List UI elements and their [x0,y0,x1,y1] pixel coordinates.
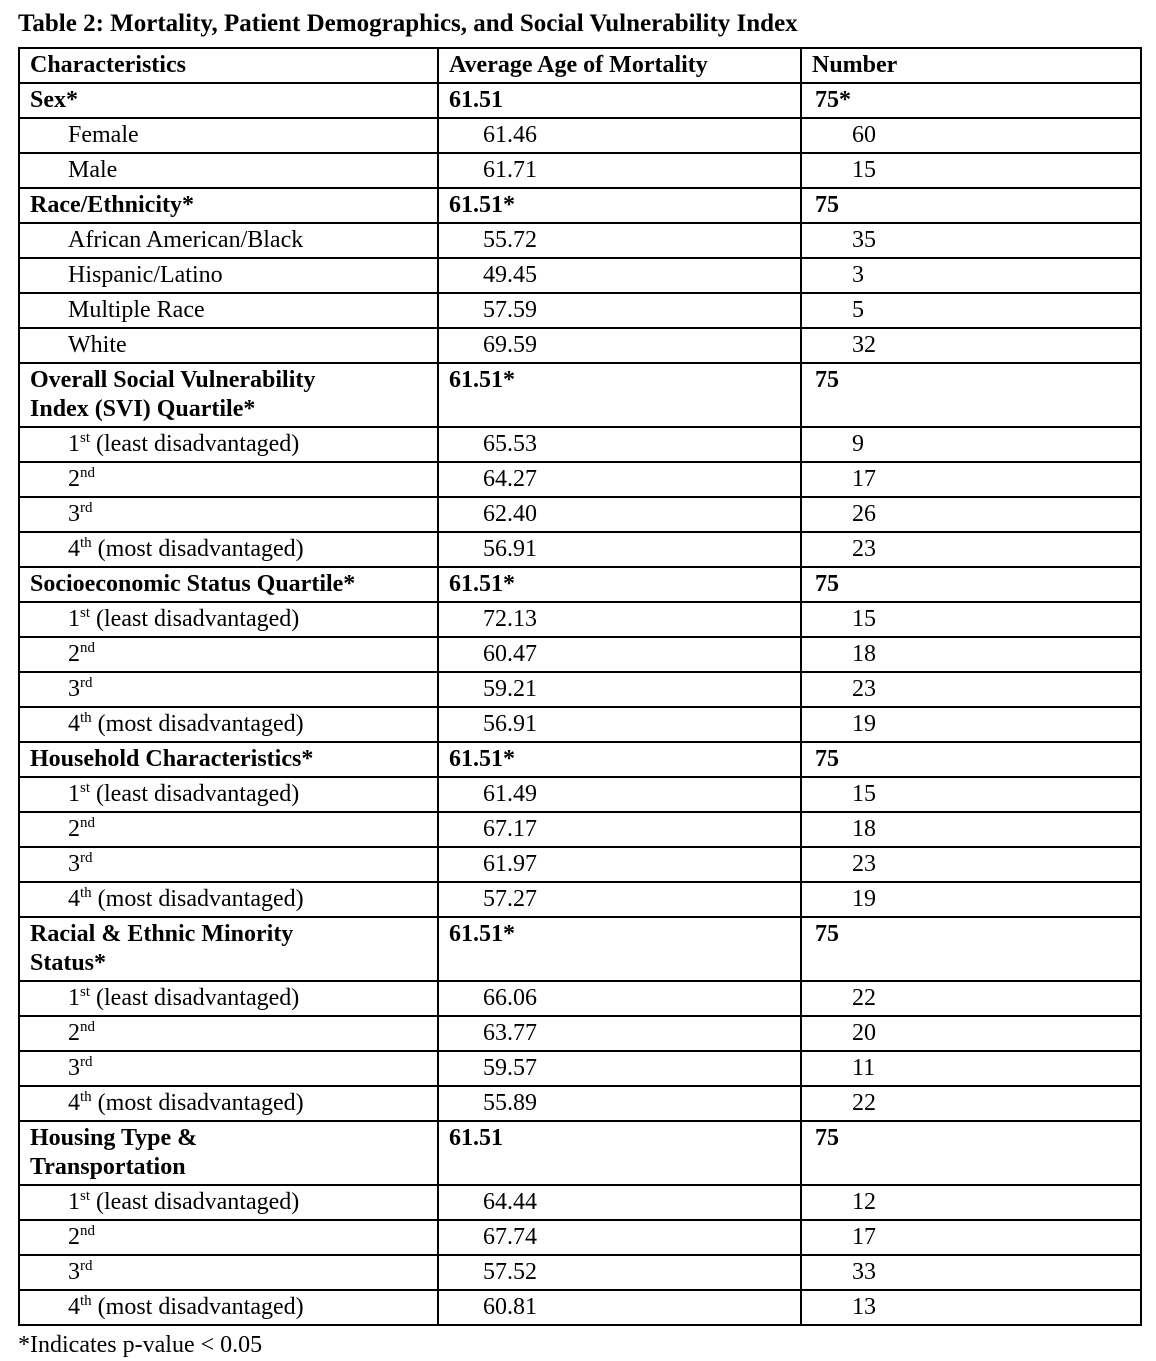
ordinal-suffix: st [80,430,91,446]
row-label: 4 [68,886,80,912]
ordinal-suffix: nd [80,640,95,656]
row-label-cell [19,981,438,1016]
ordinal-suffix: th [80,885,92,901]
table-row [19,258,1141,293]
section-number-cell: 75 [801,363,1141,427]
row-average-age-cell: 60.47 [438,637,801,672]
row-number-cell: 22 [801,1086,1141,1121]
row-label-cell [19,1255,438,1290]
row-label: 2 [68,816,80,842]
section-label-line: Socioeconomic Status Quartile* [30,571,356,597]
row-average-age-cell: 55.72 [438,223,801,258]
section-label-cell [19,83,438,118]
row-label: 4 [68,536,80,562]
row-number-cell: 13 [801,1290,1141,1325]
row-number-cell: 15 [801,602,1141,637]
section-label-line: Housing Type & [30,1125,198,1151]
table-row [19,981,1141,1016]
row-label: 4 [68,1090,80,1116]
table-row [19,427,1141,462]
row-average-age-cell: 56.91 [438,532,801,567]
ordinal-suffix: th [80,1089,92,1105]
row-average-age-cell: 62.40 [438,497,801,532]
row-label-cell [19,602,438,637]
table-row [19,497,1141,532]
row-label-cell [19,707,438,742]
section-header-row [19,567,1141,602]
section-label-line: Sex* [30,87,78,113]
row-label: 1 [68,985,80,1011]
section-average-age-cell: 61.51* [438,742,801,777]
section-label-cell [19,363,438,427]
ordinal-suffix: rd [80,850,93,866]
row-average-age-cell: 61.71 [438,153,801,188]
row-number-cell: 33 [801,1255,1141,1290]
row-label-cell [19,223,438,258]
row-label: 4 [68,1294,80,1320]
row-number-cell: 17 [801,462,1141,497]
table-row [19,777,1141,812]
row-number-cell: 15 [801,777,1141,812]
row-label-cell [19,532,438,567]
row-label-cell [19,462,438,497]
column-header-row [19,48,1141,83]
ordinal-suffix: st [80,1188,91,1204]
table-row [19,1016,1141,1051]
section-average-age-cell: 61.51* [438,188,801,223]
row-label: Hispanic/Latino [68,262,223,288]
section-label-line: Household Characteristics* [30,746,314,772]
row-label-cell [19,1051,438,1086]
col-header-number: Number [801,48,1141,83]
row-label: 3 [68,676,80,702]
row-average-age-cell: 65.53 [438,427,801,462]
table-row [19,1086,1141,1121]
row-number-cell: 60 [801,118,1141,153]
row-number-cell: 23 [801,532,1141,567]
section-average-age-cell: 61.51* [438,363,801,427]
row-average-age-cell: 59.21 [438,672,801,707]
table-row [19,847,1141,882]
section-label-line: Transportation [30,1154,186,1180]
row-average-age-cell: 61.46 [438,118,801,153]
table-row [19,1185,1141,1220]
row-label-cell [19,637,438,672]
row-number-cell: 12 [801,1185,1141,1220]
section-number-cell: 75 [801,917,1141,981]
section-label-cell [19,1121,438,1185]
ordinal-suffix: rd [80,1054,93,1070]
table-row [19,672,1141,707]
row-label-cell [19,1290,438,1325]
row-number-cell: 3 [801,258,1141,293]
col-header-characteristics: Characteristics [19,48,438,83]
table-row [19,293,1141,328]
ordinal-suffix: th [80,1293,92,1309]
section-label-cell [19,188,438,223]
row-label-cell [19,427,438,462]
ordinal-suffix: rd [80,1258,93,1274]
row-label-rest: (most disadvantaged) [91,711,304,737]
row-label: Female [68,122,139,148]
row-number-cell: 26 [801,497,1141,532]
table-row [19,223,1141,258]
section-average-age-cell: 61.51 [438,83,801,118]
section-header-row [19,742,1141,777]
section-header-row [19,83,1141,118]
section-number-cell: 75 [801,742,1141,777]
row-label: 1 [68,606,80,632]
row-number-cell: 23 [801,672,1141,707]
section-number-cell: 75 [801,1121,1141,1185]
ordinal-suffix: rd [80,500,93,516]
table-row [19,1051,1141,1086]
row-average-age-cell: 59.57 [438,1051,801,1086]
row-average-age-cell: 64.44 [438,1185,801,1220]
row-average-age-cell: 57.52 [438,1255,801,1290]
table-row [19,707,1141,742]
table-row [19,462,1141,497]
row-label-rest: (least disadvantaged) [90,781,300,807]
row-average-age-cell: 56.91 [438,707,801,742]
table-body [19,83,1141,1325]
section-label-line: Status* [30,950,107,976]
row-label-rest: (most disadvantaged) [91,536,304,562]
row-label: 3 [68,501,80,527]
row-label-cell [19,153,438,188]
table-row [19,812,1141,847]
row-number-cell: 5 [801,293,1141,328]
section-number-cell: 75 [801,567,1141,602]
row-number-cell: 23 [801,847,1141,882]
row-average-age-cell: 61.49 [438,777,801,812]
row-label: 2 [68,1224,80,1250]
ordinal-suffix: rd [80,675,93,691]
table-row [19,328,1141,363]
ordinal-suffix: st [80,984,91,1000]
table-row [19,153,1141,188]
row-average-age-cell: 49.45 [438,258,801,293]
row-label-cell [19,882,438,917]
section-number-cell: 75 [801,188,1141,223]
section-header-row [19,917,1141,981]
row-number-cell: 18 [801,637,1141,672]
row-label-cell [19,672,438,707]
row-average-age-cell: 60.81 [438,1290,801,1325]
ordinal-suffix: th [80,710,92,726]
section-label-line: Racial & Ethnic Minority [30,921,294,947]
table-caption: Table 2: Mortality, Patient Demographics, and Social Vulnerability Index [18,10,798,37]
col-header-average-age-of-mortality: Average Age of Mortality [438,48,801,83]
row-label: 3 [68,1055,80,1081]
ordinal-suffix: th [80,535,92,551]
mortality-svi-table [18,47,1142,1326]
ordinal-suffix: nd [80,465,95,481]
section-label-cell [19,917,438,981]
ordinal-suffix: st [80,780,91,796]
row-label-rest: (most disadvantaged) [91,1090,304,1116]
ordinal-suffix: nd [80,815,95,831]
section-label-cell [19,567,438,602]
row-average-age-cell: 57.27 [438,882,801,917]
row-label-cell [19,847,438,882]
table-row [19,637,1141,672]
row-number-cell: 19 [801,707,1141,742]
row-label-rest: (least disadvantaged) [90,431,300,457]
table-row [19,118,1141,153]
section-average-age-cell: 61.51 [438,1121,801,1185]
table-row [19,882,1141,917]
row-label-cell [19,328,438,363]
row-number-cell: 35 [801,223,1141,258]
row-label-cell [19,1220,438,1255]
row-average-age-cell: 72.13 [438,602,801,637]
row-label-rest: (least disadvantaged) [90,985,300,1011]
section-average-age-cell: 61.51* [438,917,801,981]
row-average-age-cell: 63.77 [438,1016,801,1051]
row-label: African American/Black [68,227,304,253]
row-number-cell: 11 [801,1051,1141,1086]
row-label: 4 [68,711,80,737]
row-average-age-cell: 67.17 [438,812,801,847]
row-number-cell: 9 [801,427,1141,462]
row-average-age-cell: 55.89 [438,1086,801,1121]
p-value-footnote: *Indicates p-value < 0.05 [18,1332,263,1358]
row-label-cell [19,1185,438,1220]
section-header-row [19,363,1141,427]
section-header-row [19,188,1141,223]
row-label: 2 [68,466,80,492]
row-label-rest: (most disadvantaged) [91,1294,304,1320]
row-average-age-cell: 66.06 [438,981,801,1016]
row-label-cell [19,293,438,328]
ordinal-suffix: st [80,605,91,621]
ordinal-suffix: nd [80,1019,95,1035]
row-label: 3 [68,1259,80,1285]
row-label-cell [19,812,438,847]
row-number-cell: 32 [801,328,1141,363]
table-row [19,1255,1141,1290]
row-number-cell: 17 [801,1220,1141,1255]
row-label-rest: (least disadvantaged) [90,606,300,632]
table-row [19,1290,1141,1325]
row-average-age-cell: 64.27 [438,462,801,497]
section-header-row [19,1121,1141,1185]
row-label: White [68,332,127,358]
row-label-rest: (least disadvantaged) [90,1189,300,1215]
row-label-cell [19,777,438,812]
row-average-age-cell: 69.59 [438,328,801,363]
row-number-cell: 15 [801,153,1141,188]
row-label-cell [19,1016,438,1051]
row-label: Multiple Race [68,297,205,323]
ordinal-suffix: nd [80,1223,95,1239]
row-label-cell [19,1086,438,1121]
section-label-line: Race/Ethnicity* [30,192,194,218]
row-number-cell: 20 [801,1016,1141,1051]
row-label-rest: (most disadvantaged) [91,886,304,912]
section-label-line: Overall Social Vulnerability [30,367,316,393]
section-label-cell [19,742,438,777]
row-average-age-cell: 57.59 [438,293,801,328]
row-number-cell: 22 [801,981,1141,1016]
table-row [19,532,1141,567]
section-label-line: Index (SVI) Quartile* [30,396,256,422]
section-average-age-cell: 61.51* [438,567,801,602]
row-label: 1 [68,431,80,457]
row-label: 3 [68,851,80,877]
section-number-cell: 75* [801,83,1141,118]
row-average-age-cell: 67.74 [438,1220,801,1255]
row-number-cell: 19 [801,882,1141,917]
row-label-cell [19,258,438,293]
row-label-cell [19,497,438,532]
row-average-age-cell: 61.97 [438,847,801,882]
row-label-cell [19,118,438,153]
row-label: Male [68,157,118,183]
row-label: 1 [68,781,80,807]
row-label: 1 [68,1189,80,1215]
row-label: 2 [68,1020,80,1046]
row-number-cell: 18 [801,812,1141,847]
row-label: 2 [68,641,80,667]
table-row [19,1220,1141,1255]
table-row [19,602,1141,637]
